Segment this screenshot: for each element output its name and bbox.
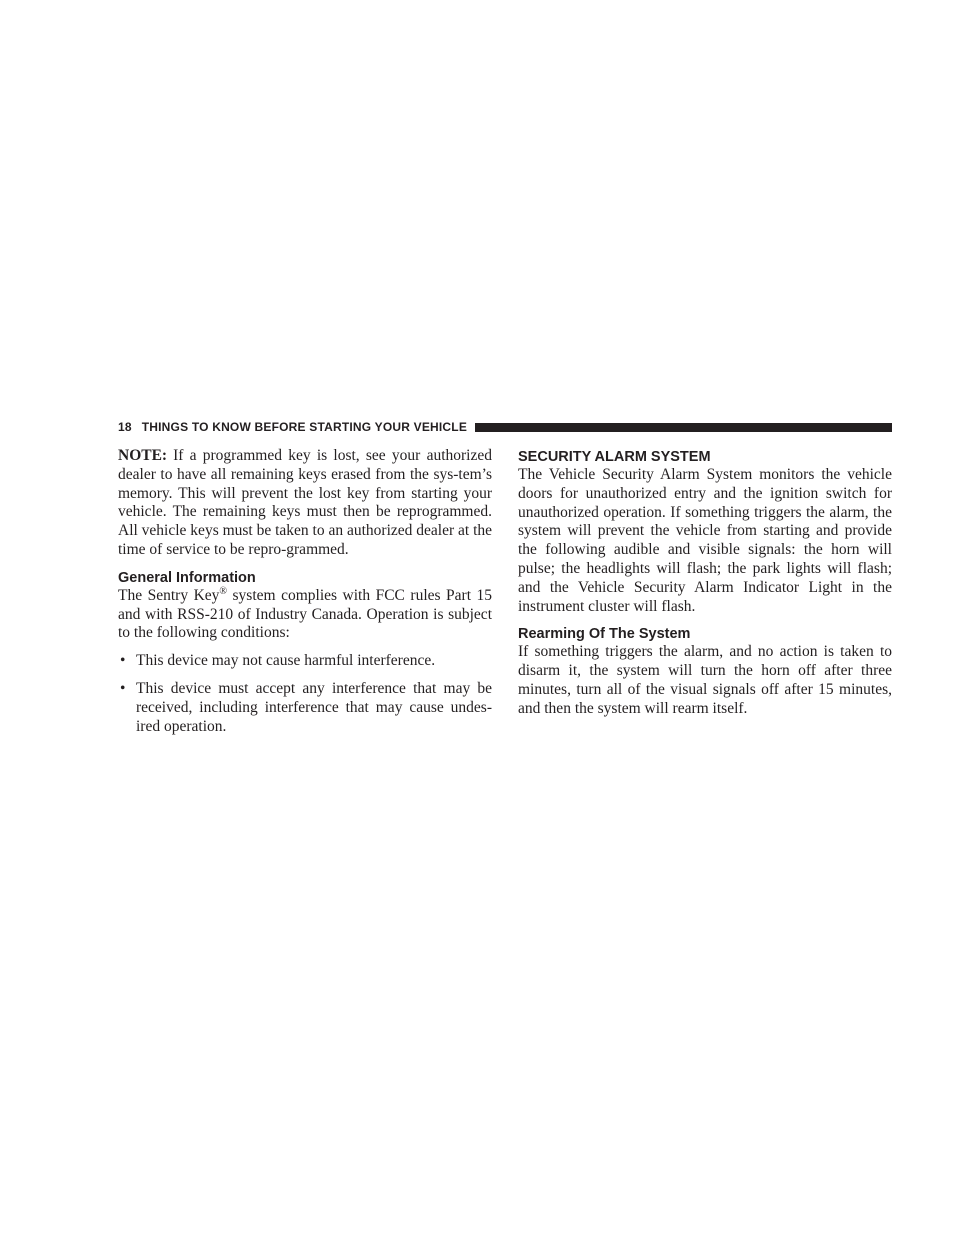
rearming-paragraph: If something triggers the alarm, and no action is taken to disarm it, the system will turn the horn off after three minutes, turn all of the visual signals off after 15 minutes, and then the system will rearm itself.: [518, 643, 892, 717]
note-paragraph: [118, 447, 492, 560]
bullet-icon: •: [120, 679, 126, 697]
rearming-heading: Rearming Of The System: [518, 626, 691, 643]
list-item: [118, 680, 492, 736]
general-information-paragraph: [118, 587, 492, 643]
running-title: THINGS TO KNOW BEFORE STARTING YOUR VEHICLE: [141, 420, 468, 434]
general-text-start: The Sentry Key: [118, 586, 220, 604]
list-item-text: This device must accept any interference that may be received, including interference that may cause undes-ired operation.: [136, 679, 492, 735]
right-column: [518, 447, 892, 719]
note-text: If a programmed key is lost, see your authorized dealer to have all remaining keys erased from the sys-tem’s memory. This will prevent the lost key from starting your vehicle. The remaining keys must then be reprogrammed. All vehicle keys must be taken to an authorized dealer at the time of service to be repro-grammed.: [118, 447, 493, 558]
list-item: [118, 652, 492, 671]
bullet-icon: •: [120, 652, 126, 670]
security-alarm-paragraph: The Vehicle Security Alarm System monitors the vehicle doors for unauthorized entry and the ignition switch for unauthorized operation. If something triggers the alarm, the system will prevent the vehicle from starting and provide the following audible and visible signals: the horn will pulse; the headlights will flash; the park lights will flash; and the Vehicle Security Alarm Indicator Light in the instrument cluster will flash.: [518, 466, 892, 615]
registered-mark: ®: [219, 585, 228, 597]
general-information-heading: General Information: [118, 569, 256, 586]
list-item-text: This device may not cause harmful interference.: [136, 652, 436, 670]
note-label: NOTE:: [118, 447, 168, 464]
general-text-end: system complies with FCC rules Part 15 and with RSS-210 of Industry Canada. Operation is subject to the following conditions:: [118, 586, 493, 642]
conditions-list: [118, 652, 492, 736]
left-column: [118, 447, 492, 745]
header-rule: [475, 423, 892, 432]
page-number: 18: [118, 420, 132, 434]
security-alarm-heading: SECURITY ALARM SYSTEM: [518, 449, 711, 465]
page-header: [118, 419, 892, 435]
